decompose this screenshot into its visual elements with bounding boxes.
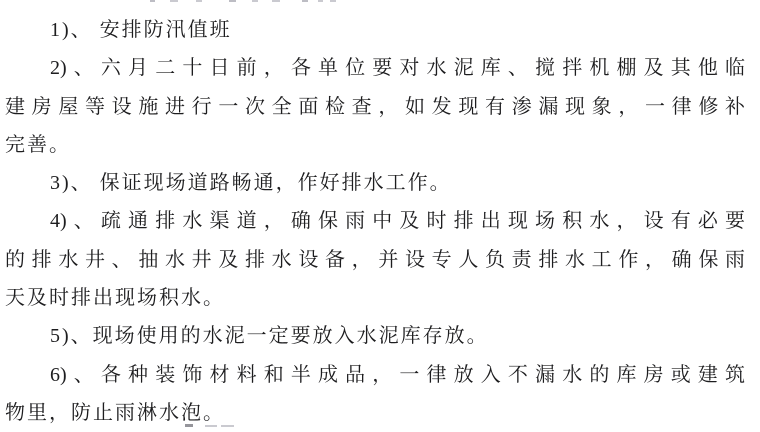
doc-line: 的排水井、抽水井及排水设备，并设专人负责排水工作，确保雨 <box>5 248 745 271</box>
doc-line: 天及时排出现场积水。 <box>5 287 225 310</box>
doc-line: 1)、 安排防汛值班 <box>50 19 232 41</box>
doc-line: 5)、现场使用的水泥一定要放入水泥库存放。 <box>50 325 489 348</box>
doc-line: 3)、 保证现场道路畅通，作好排水工作。 <box>50 172 452 195</box>
doc-line: 6)、各种装饰材料和半成品，一律放入不漏水的库房或建筑 <box>50 363 745 386</box>
doc-line: 2)、六月二十日前，各单位要对水泥库、搅拌机棚及其他临 <box>50 57 745 80</box>
doc-line: 物里，防止雨淋水泡。 <box>5 401 225 424</box>
doc-line: 完善。 <box>5 133 71 156</box>
doc-line: 4)、疏通排水渠道，确保雨中及时排出现场积水，设有必要 <box>50 210 745 233</box>
doc-line: 建房屋等设施进行一次全面检查，如发现有渗漏现象，一律修补 <box>5 95 745 118</box>
